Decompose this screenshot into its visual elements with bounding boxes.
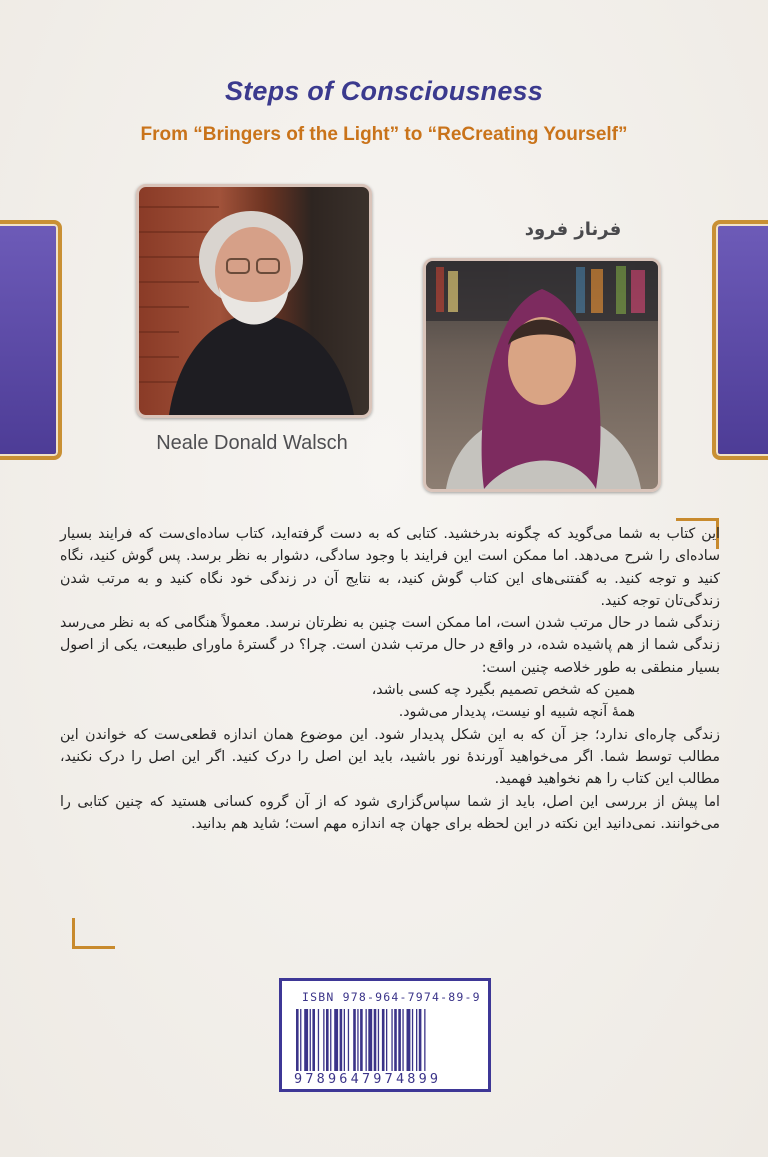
verse-line-1: همین که شخص تصمیم بگیرد چه کسی باشد، <box>371 682 635 699</box>
left-decorative-panel <box>0 220 62 460</box>
barcode-bar <box>416 1009 417 1071</box>
barcode-bar <box>330 1009 331 1071</box>
barcode-bar <box>296 1009 299 1071</box>
barcode-bar <box>366 1009 367 1071</box>
barcode-bar <box>398 1009 401 1071</box>
barcode-bar <box>312 1009 315 1071</box>
barcode-bar <box>300 1009 301 1071</box>
barcode-bar <box>334 1009 338 1071</box>
barcode-bar <box>407 1009 411 1071</box>
blurb-paragraph-2: زندگی شما در حال مرتب شدن است، اما ممکن است چنین به نظرتان نرسد. معمولاً هنگامی که به نظر می‌رسد زندگی شما از هم پاشیده شده، در واقع در حال مرتب شدن است. چرا؟ در گسترهٔ ماورای طبیعت، یکی از اصول بسیار منطقی به طور خلاصه چنین است: <box>60 615 720 676</box>
barcode-bar <box>386 1009 387 1071</box>
barcode-bar <box>353 1009 356 1071</box>
barcode-bar <box>323 1009 324 1071</box>
barcode-bar <box>326 1009 329 1071</box>
barcode-bar <box>357 1009 358 1071</box>
barcode-bar <box>402 1009 403 1071</box>
right-decorative-panel <box>712 220 768 460</box>
barcode-bar <box>368 1009 372 1071</box>
translator-name: فرناز فرود <box>524 219 622 240</box>
barcode-box <box>279 978 491 1092</box>
translator-photo <box>423 258 661 492</box>
barcode-bar <box>424 1009 425 1071</box>
blurb-paragraph-1: این کتاب به شما می‌گوید که چگونه بدرخشید. کتابی که به دست گرفته‌اید، کتاب ساده‌ای‌ست که فرایند بسیار ساده‌ای را شرح می‌دهد. اما ممکن است این فرایند با وجود سادگی، دشوار به نظر برسد. پس گوش کنید، نگاه کنید و توجه کنید. به گفتنی‌های این کتاب گوش کنید، به نتایج آن در زندگی خود نگاه کنید و به مرتب شدن زندگی‌تان توجه کنید. <box>60 526 720 609</box>
barcode-bar <box>348 1009 349 1071</box>
barcode-bar <box>419 1009 422 1071</box>
barcode-bar <box>378 1009 379 1071</box>
barcode-bar <box>344 1009 345 1071</box>
barcode-bar <box>374 1009 377 1071</box>
gold-corner-bottom-left <box>72 918 115 949</box>
blurb-text <box>60 523 720 835</box>
barcode-bar <box>412 1009 413 1071</box>
author-name: Neale Donald Walsch <box>156 432 348 454</box>
author-photo <box>136 184 372 418</box>
barcode-bar <box>340 1009 343 1071</box>
barcode-bar <box>304 1009 308 1071</box>
book-title: Steps of Consciousness <box>225 76 543 106</box>
verse-line-2: همهٔ آنچه شبیه او نیست، پدیدار می‌شود. <box>398 704 635 721</box>
barcode-bar <box>310 1009 311 1071</box>
barcode-bar <box>391 1009 392 1071</box>
barcode-bar <box>382 1009 385 1071</box>
blurb-paragraph-4: اما پیش از بررسی این اصل، باید از شما سپاس‌گزاری شود که از آن گروه کسانی هستید که چنین کتابی را می‌خوانند. نمی‌دانید این نکته در این لحظه برای جهان چه اندازه مهم است؛ شاید هم بدانید. <box>60 793 720 832</box>
isbn-label: ISBN 978-964-7974-89-9 <box>302 990 481 1004</box>
barcode-bar <box>360 1009 363 1071</box>
barcode-bars <box>296 1009 476 1071</box>
barcode-digits: 9789647974899 <box>294 1071 442 1087</box>
barcode-bar <box>394 1009 397 1071</box>
barcode-bar <box>318 1009 319 1071</box>
blurb-paragraph-3: زندگی چاره‌ای ندارد؛ جز آن که به این شکل پدیدار شود. این موضوع همان اندازه قطعی‌ست که خواندن این مطالب توسط شما. اگر می‌خواهید آورندهٔ نور باشید، باید این اصل را درک کنید. اگر این اصل را درک نکنید، مطالب این کتاب را هم نخواهید فهمید. <box>60 726 720 788</box>
book-subtitle: From “Bringers of the Light” to “ReCreating Yourself” <box>140 124 628 145</box>
